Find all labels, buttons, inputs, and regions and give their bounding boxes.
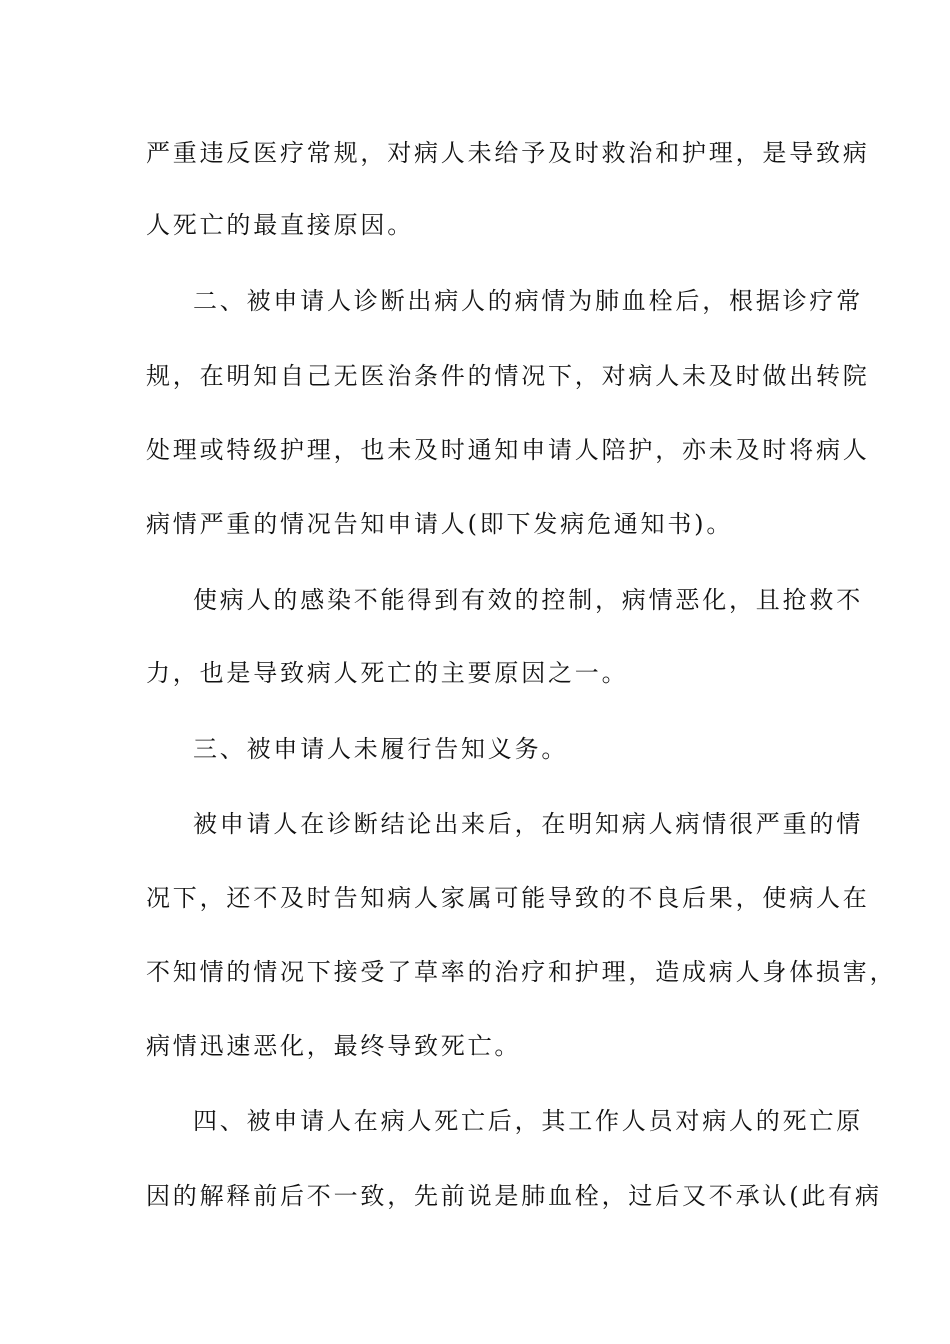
text-line: 病情严重的情况告知申请人(即下发病危通知书)。: [146, 510, 734, 538]
paragraph-start: 使病人的感染不能得到有效的控制，病情恶化，且抢救不: [193, 586, 863, 614]
text-line: 不知情的情况下接受了草率的治疗和护理，造成病人身体损害，: [146, 958, 897, 986]
text-line: 规，在明知自己无医治条件的情况下，对病人未及时做出转院: [146, 362, 870, 390]
section-heading-3: 三、被申请人未履行告知义务。: [193, 735, 569, 763]
text-line: 况下，还不及时告知病人家属可能导致的不良后果，使病人在: [146, 884, 870, 912]
text-line: 病情迅速恶化，最终导致死亡。: [146, 1032, 522, 1060]
paragraph-start: 被申请人在诊断结论出来后，在明知病人病情很严重的情: [193, 810, 863, 838]
text-line: 人死亡的最直接原因。: [146, 211, 414, 239]
text-line: 处理或特级护理，也未及时通知申请人陪护，亦未及时将病人: [146, 436, 870, 464]
section-heading-4: 四、被申请人在病人死亡后，其工作人员对病人的死亡原: [193, 1107, 863, 1135]
section-heading-2: 二、被申请人诊断出病人的病情为肺血栓后，根据诊疗常: [193, 287, 863, 315]
text-line: 严重违反医疗常规，对病人未给予及时救治和护理，是导致病: [146, 139, 870, 167]
text-line: 因的解释前后不一致，先前说是肺血栓，过后又不承认(此有病: [146, 1182, 882, 1210]
text-line: 力，也是导致病人死亡的主要原因之一。: [146, 659, 629, 687]
